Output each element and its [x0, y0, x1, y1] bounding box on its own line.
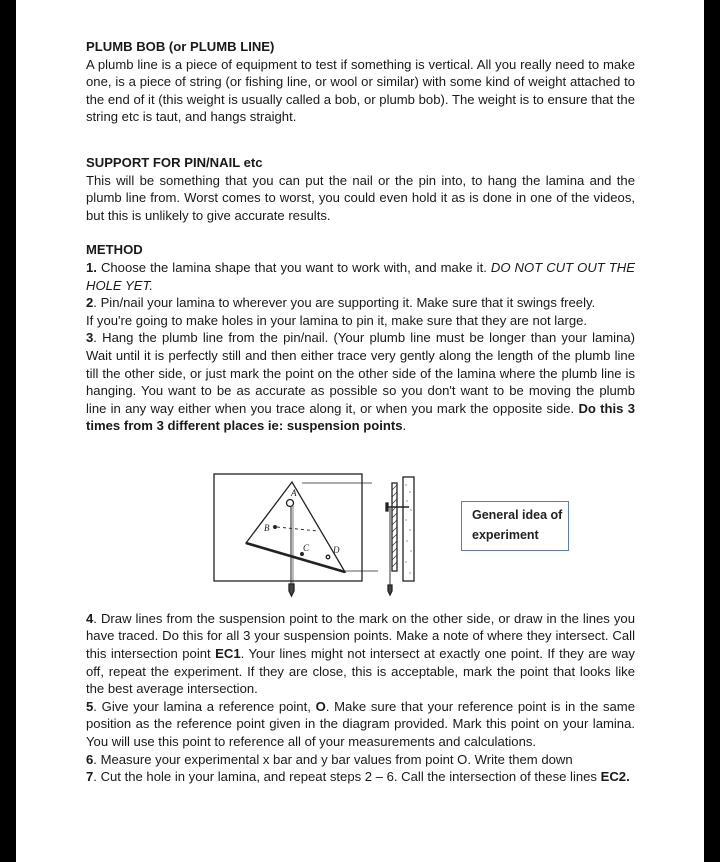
experiment-diagram	[16, 0, 704, 862]
method-step-3: 3. Hang the plumb line from the pin/nail. (Your plumb line must be longer than your lamina) Wait until it is perfectly still and then either trace very gently along the length of the plumb line till the other side, or just mark the point on the other side of the lamina where the plumb line is hanging. You want to be as accurate as possible so you don't want to be moving the plumb line in any way either when you trace along it, or when you mark the opposite side. Do this 3 times from 3 different places ie: suspension points.	[86, 330, 635, 434]
label-c: C	[303, 543, 310, 553]
method-step-1: 1. Choose the lamina shape that you want to work with, and make it. DO NOT CUT OUT THE HOLE YET.	[86, 259, 635, 293]
plumb-bob-icon	[289, 584, 294, 596]
label-d: D	[333, 545, 340, 555]
document-page	[16, 0, 704, 862]
method-step-5: 5. Give your lamina a reference point, O. Make sure that your reference point is in the same position as the reference point given in the diagram provided. Mark this point on your lamina. You will use this point to reference all of your measurements and calculations.	[86, 698, 635, 750]
label-b: B	[264, 523, 270, 533]
label-a: A	[291, 488, 297, 498]
paragraph-support: This will be something that you can put the nail or the pin into, to hang the lamina and the plumb line from. Worst comes to worst, you could even hold it as is done in one of the videos, but this is unlikely to give accurate results.	[86, 172, 635, 223]
heading-plumb-bob: PLUMB BOB (or PLUMB LINE)	[86, 39, 275, 54]
method-step-2: 2. Pin/nail your lamina to wherever you are supporting it. Make sure that it swings freely.	[86, 295, 596, 311]
method-step-2-note: If you're going to make holes in your lamina to pin it, make sure that they are not large.	[86, 312, 588, 328]
method-step-4: 4. Draw lines from the suspension point to the mark on the other side, or draw in the lines you have traced. Do this for all 3 your suspension points. Make a note of where they intersect. Call this intersection point EC1. Your lines might not intersect at exactly one point. If they are way off, repeat the experiment. If they are close, this is acceptable, mark the point that looks like the best average intersection.	[86, 610, 635, 697]
paragraph-plumb-bob: A plumb line is a piece of equipment to test if something is vertical. All you really need to make one, is a piece of string (or fishing line, or wool or similar) with some kind of weight attached to the end of it (this weight is usually called a bob, or plumb bob). The weight is to ensure that the string etc is taut, and hangs straight.	[86, 56, 635, 125]
step-number: 1.	[86, 259, 97, 275]
wall-support	[403, 477, 414, 581]
diagram-caption-box	[461, 501, 569, 551]
diagram-caption: General idea of experiment	[472, 508, 563, 542]
step-3-emphasis: Do this 3 times from 3 different places ie: suspension points	[86, 400, 635, 434]
heading-method: METHOD	[86, 242, 143, 258]
method-step-7: 7. Cut the hole in your lamina, and repeat steps 2 – 6. Call the intersection of these lines EC2.	[86, 769, 630, 785]
method-step-6: 6. Measure your experimental x bar and y bar values from point O. Write them down	[86, 751, 573, 767]
warning-text: DO NOT CUT OUT THE HOLE YET.	[86, 259, 635, 293]
heading-support: SUPPORT FOR PIN/NAIL etc	[86, 154, 263, 170]
